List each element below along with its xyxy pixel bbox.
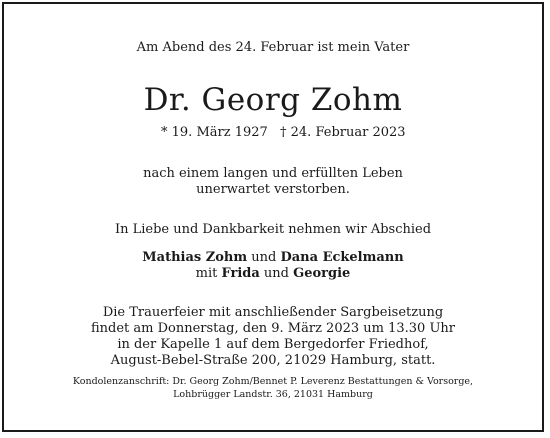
- funeral-line-1: Die Trauerfeier mit anschließender Sargbeisetzung: [102, 305, 444, 320]
- mourner-name: Dana Eckelmann: [280, 250, 404, 265]
- mourner-name: Georgie: [293, 266, 351, 281]
- mourner-joiner: und: [259, 266, 294, 281]
- funeral-line-4: August-Bebel-Straße 200, 21029 Hamburg, statt.: [110, 353, 436, 368]
- death-date: † 24. Februar 2023: [280, 125, 406, 140]
- funeral-line-3: in der Kapelle 1 auf dem Bergedorfer Friedhof,: [117, 337, 429, 352]
- mourner-name: Mathias Zohm: [142, 250, 248, 265]
- condolence-address-line-1: Kondolenzanschrift: Dr. Georg Zohm/Bennet P. Leverenz Bestattungen & Vorsorge,: [72, 376, 474, 387]
- mourners-line-2: [4, 266, 542, 281]
- mourners-line-1: [4, 250, 542, 265]
- funeral-line-2: findet am Donnerstag, den 9. März 2023 um 13.30 Uhr: [90, 321, 455, 336]
- message-line-1: nach einem langen und erfüllten Leben: [143, 166, 403, 181]
- deceased-name: Dr. Georg Zohm: [143, 82, 403, 118]
- mourner-name: Frida: [221, 266, 260, 281]
- mourner-joiner: und: [247, 250, 281, 265]
- mourner-prefix: mit: [195, 266, 222, 281]
- intro-text: Am Abend des 24. Februar ist mein Vater: [136, 40, 410, 55]
- obituary-notice: [2, 2, 544, 432]
- condolence-address-line-2: Lohbrügger Landstr. 36, 21031 Hamburg: [173, 389, 373, 400]
- birth-date: * 19. März 1927: [161, 125, 268, 140]
- message-line-2: unerwartet verstorben.: [196, 182, 350, 197]
- farewell-text: In Liebe und Dankbarkeit nehmen wir Abschied: [114, 222, 432, 237]
